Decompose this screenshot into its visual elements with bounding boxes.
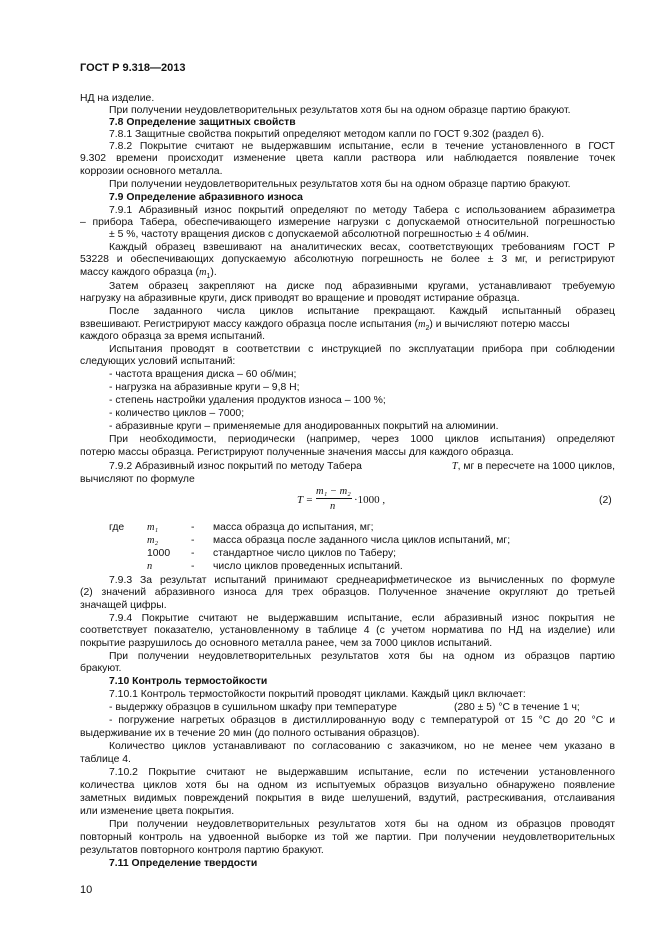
formula-lhs: T = bbox=[297, 494, 314, 506]
text-line: вычисляют по формуле bbox=[80, 474, 195, 485]
text-line: - погружение нагретых образцов в дистиллированную воду с температурой от 15 °С до 20 °С и bbox=[109, 715, 615, 726]
legend-dash: - bbox=[191, 561, 195, 572]
text-line: 7.9.1 Абразивный износ покрытий определяют по методу Табера с использованием абразиметра bbox=[109, 205, 615, 216]
legend-dash: - bbox=[191, 548, 195, 559]
text-line: 7.8.2 Покрытие считают не выдержавшим испытание, если в течение установленного в ГОСТ bbox=[109, 141, 615, 152]
text-line: При получении неудовлетворительных результатов хотя бы на одном образце партию бракуют. bbox=[109, 179, 571, 190]
text-line: потерю массы образца. Регистрируют полученные значения массы для каждого образца. bbox=[80, 447, 514, 458]
legend-dash: - bbox=[191, 535, 195, 546]
legend-description: стандартное число циклов по Таберу; bbox=[213, 548, 397, 559]
section-heading-7-10: 7.10 Контроль термостойкости bbox=[109, 676, 268, 687]
text-line: нагрузку на абразивные круги, диск приводят во вращение и проводят истирание образца. bbox=[80, 293, 520, 304]
text-line-taber bbox=[109, 460, 615, 473]
text-line: таблице 4. bbox=[80, 754, 131, 765]
math-variable: m bbox=[198, 267, 207, 278]
text-fragment: 7.9.2 Абразивный износ покрытий по методу Табера bbox=[109, 461, 362, 472]
text-line: При получении неудовлетворительных результатов хотя бы на одном образце партию бракуют. bbox=[109, 105, 571, 116]
text-line: При получении неудовлетворительных результатов хотя бы на одном из образцов партию bbox=[109, 651, 615, 662]
text-line: соответствует показателю, установленному в таблице 4 (с учетом норматива по НД на изделие) или bbox=[80, 625, 615, 636]
legend-symbol: m₁ bbox=[147, 522, 159, 533]
text-line: 7.10.2 Покрытие считают не выдержавшим испытание, если по истечении установленного bbox=[109, 767, 615, 778]
list-item: - степень настройки удаления продуктов износа – 100 %; bbox=[109, 395, 386, 406]
text-line: покрытие разрушилось до основного металла ранее, чем за 7000 циклов испытаний. bbox=[80, 638, 493, 649]
text-line: Затем образец закрепляют на диске под абразивными кругами, устанавливают требуемую bbox=[109, 281, 615, 292]
text-fragment: взвешивают. Регистрируют массу каждого образца после испытания ( bbox=[80, 319, 418, 330]
list-item: - абразивные круги – применяемые для анодированных покрытий на алюминии. bbox=[109, 421, 499, 432]
section-heading-7-9: 7.9 Определение абразивного износа bbox=[109, 192, 303, 203]
text-line: – прибора Табера, обеспечивающего измерение нагрузки с допускаемой относительной погрешностью bbox=[80, 217, 615, 228]
text-fragment: - выдержку образцов в сушильном шкафу при температуре bbox=[109, 702, 397, 713]
text-line: (2) значений абразивного износа для трех образцов. Полученное значение округляют до третьей bbox=[80, 587, 615, 598]
text-line: Количество циклов устанавливают по согласованию с заказчиком, но не менее чем указано в bbox=[109, 741, 615, 752]
text-line: 53228 и обеспечивающих допускаемую абсолютную погрешность не более ± 3 мг, и регистрируют bbox=[80, 254, 615, 265]
text-fragment: (280 ± 5) °С в течение 1 ч; bbox=[454, 702, 580, 713]
text-line: выдерживание их в течение 20 мин (до полного остывания образцов). bbox=[80, 728, 420, 739]
legend-description: масса образца до испытания, мг; bbox=[213, 522, 374, 533]
text-line: 7.10.1 Контроль термостойкости покрытий проводят циклами. Каждый цикл включает: bbox=[109, 689, 526, 700]
text-line: заметных видимых повреждений покрытия в виде шелушений, вздутий, растрескивания, отслаивания bbox=[80, 793, 615, 804]
formula-denominator: n bbox=[330, 501, 336, 512]
legend-symbol: 1000 bbox=[147, 548, 171, 559]
text-line: При необходимости, периодически (например, через 1000 циклов испытания) определяют bbox=[109, 434, 615, 445]
text-line: коррозии основного металла. bbox=[80, 166, 223, 177]
math-variable: m bbox=[417, 319, 426, 330]
formula-numerator: m₁ − m₂ bbox=[316, 486, 351, 497]
text-line: 9.302 времени происходит изменение цвета капли раствора или наблюдается появление точек bbox=[80, 153, 615, 164]
text-fragment: , мг в пересчете на 1000 циклов, bbox=[457, 461, 615, 472]
text-fragment: массу каждого образца ( bbox=[80, 267, 199, 278]
list-item: - количество циклов – 7000; bbox=[109, 408, 245, 419]
legend-description: масса образца после заданного числа циклов испытаний, мг; bbox=[213, 535, 511, 546]
text-line: Каждый образец взвешивают на аналитических весах, соответствующих требованиям ГОСТ Р bbox=[109, 242, 615, 253]
text-line: 7.9.3 За результат испытаний принимают среднеарифметическое из вычисленных по формуле bbox=[109, 575, 615, 586]
legend-description: число циклов проведенных испытаний. bbox=[213, 561, 403, 572]
text-line: или изменение цвета покрытия. bbox=[80, 806, 235, 817]
text-line-temperature bbox=[109, 701, 615, 714]
text-line: повторный контроль на удвоенной выборке из той же партии. При получении неудовлетворительных bbox=[80, 832, 615, 843]
text-line: ± 5 %, частоту вращения дисков с допускаемой абсолютной погрешностью ± 4 об/мин. bbox=[109, 229, 529, 240]
legend-dash: - bbox=[191, 522, 195, 533]
formula-multiplier: ·1000 , bbox=[354, 494, 386, 506]
document-header: ГОСТ Р 9.318—2013 bbox=[80, 62, 186, 74]
text-fragment: ). bbox=[210, 267, 217, 278]
text-fragment: ) и вычисляют потерю массы bbox=[429, 319, 570, 330]
text-line: значащей цифры. bbox=[80, 600, 167, 611]
page-number: 10 bbox=[80, 884, 93, 896]
text-line: Испытания проводят в соответствии с инструкцией по эксплуатации прибора при соблюдении bbox=[109, 344, 615, 355]
section-heading-7-11: 7.11 Определение твердости bbox=[109, 858, 258, 869]
math-subscript: 1 bbox=[206, 273, 211, 281]
text-line: каждого образца за время испытаний. bbox=[80, 331, 266, 342]
text-line: результатов повторного контроля партию бракуют. bbox=[80, 845, 324, 856]
list-item: - частота вращения диска – 60 об/мин; bbox=[109, 369, 297, 380]
fraction-bar bbox=[316, 498, 352, 499]
text-line: следующих условий испытаний: bbox=[80, 356, 236, 367]
section-heading-7-8: 7.8 Определение защитных свойств bbox=[109, 117, 296, 128]
math-subscript: 2 bbox=[425, 325, 430, 333]
legend-label: где bbox=[109, 522, 125, 533]
text-line: НД на изделие. bbox=[80, 93, 155, 104]
text-line: После заданного числа циклов испытание прекращают. Каждый испытанный образец bbox=[109, 306, 615, 317]
text-line: 7.8.1 Защитные свойства покрытий определяют методом капли по ГОСТ 9.302 (раздел 6). bbox=[109, 129, 545, 140]
legend-symbol: m₂ bbox=[147, 535, 159, 546]
text-line: количества циклов хотя бы на одном из испытуемых образцов визуально обнаружено появление bbox=[80, 780, 615, 791]
legend-symbol: n bbox=[147, 561, 153, 572]
formula-number: (2) bbox=[599, 495, 612, 506]
text-line: 7.9.4 Покрытие считают не выдержавшим испытание, если абразивный износ покрытия не bbox=[109, 613, 615, 624]
text-line: При получении неудовлетворительных результатов хотя бы на одном из образцов проводят bbox=[109, 819, 615, 830]
math-variable: T bbox=[451, 461, 458, 472]
list-item: - нагрузка на абразивные круги – 9,8 Н; bbox=[109, 382, 300, 393]
text-line: бракуют. bbox=[80, 663, 122, 674]
